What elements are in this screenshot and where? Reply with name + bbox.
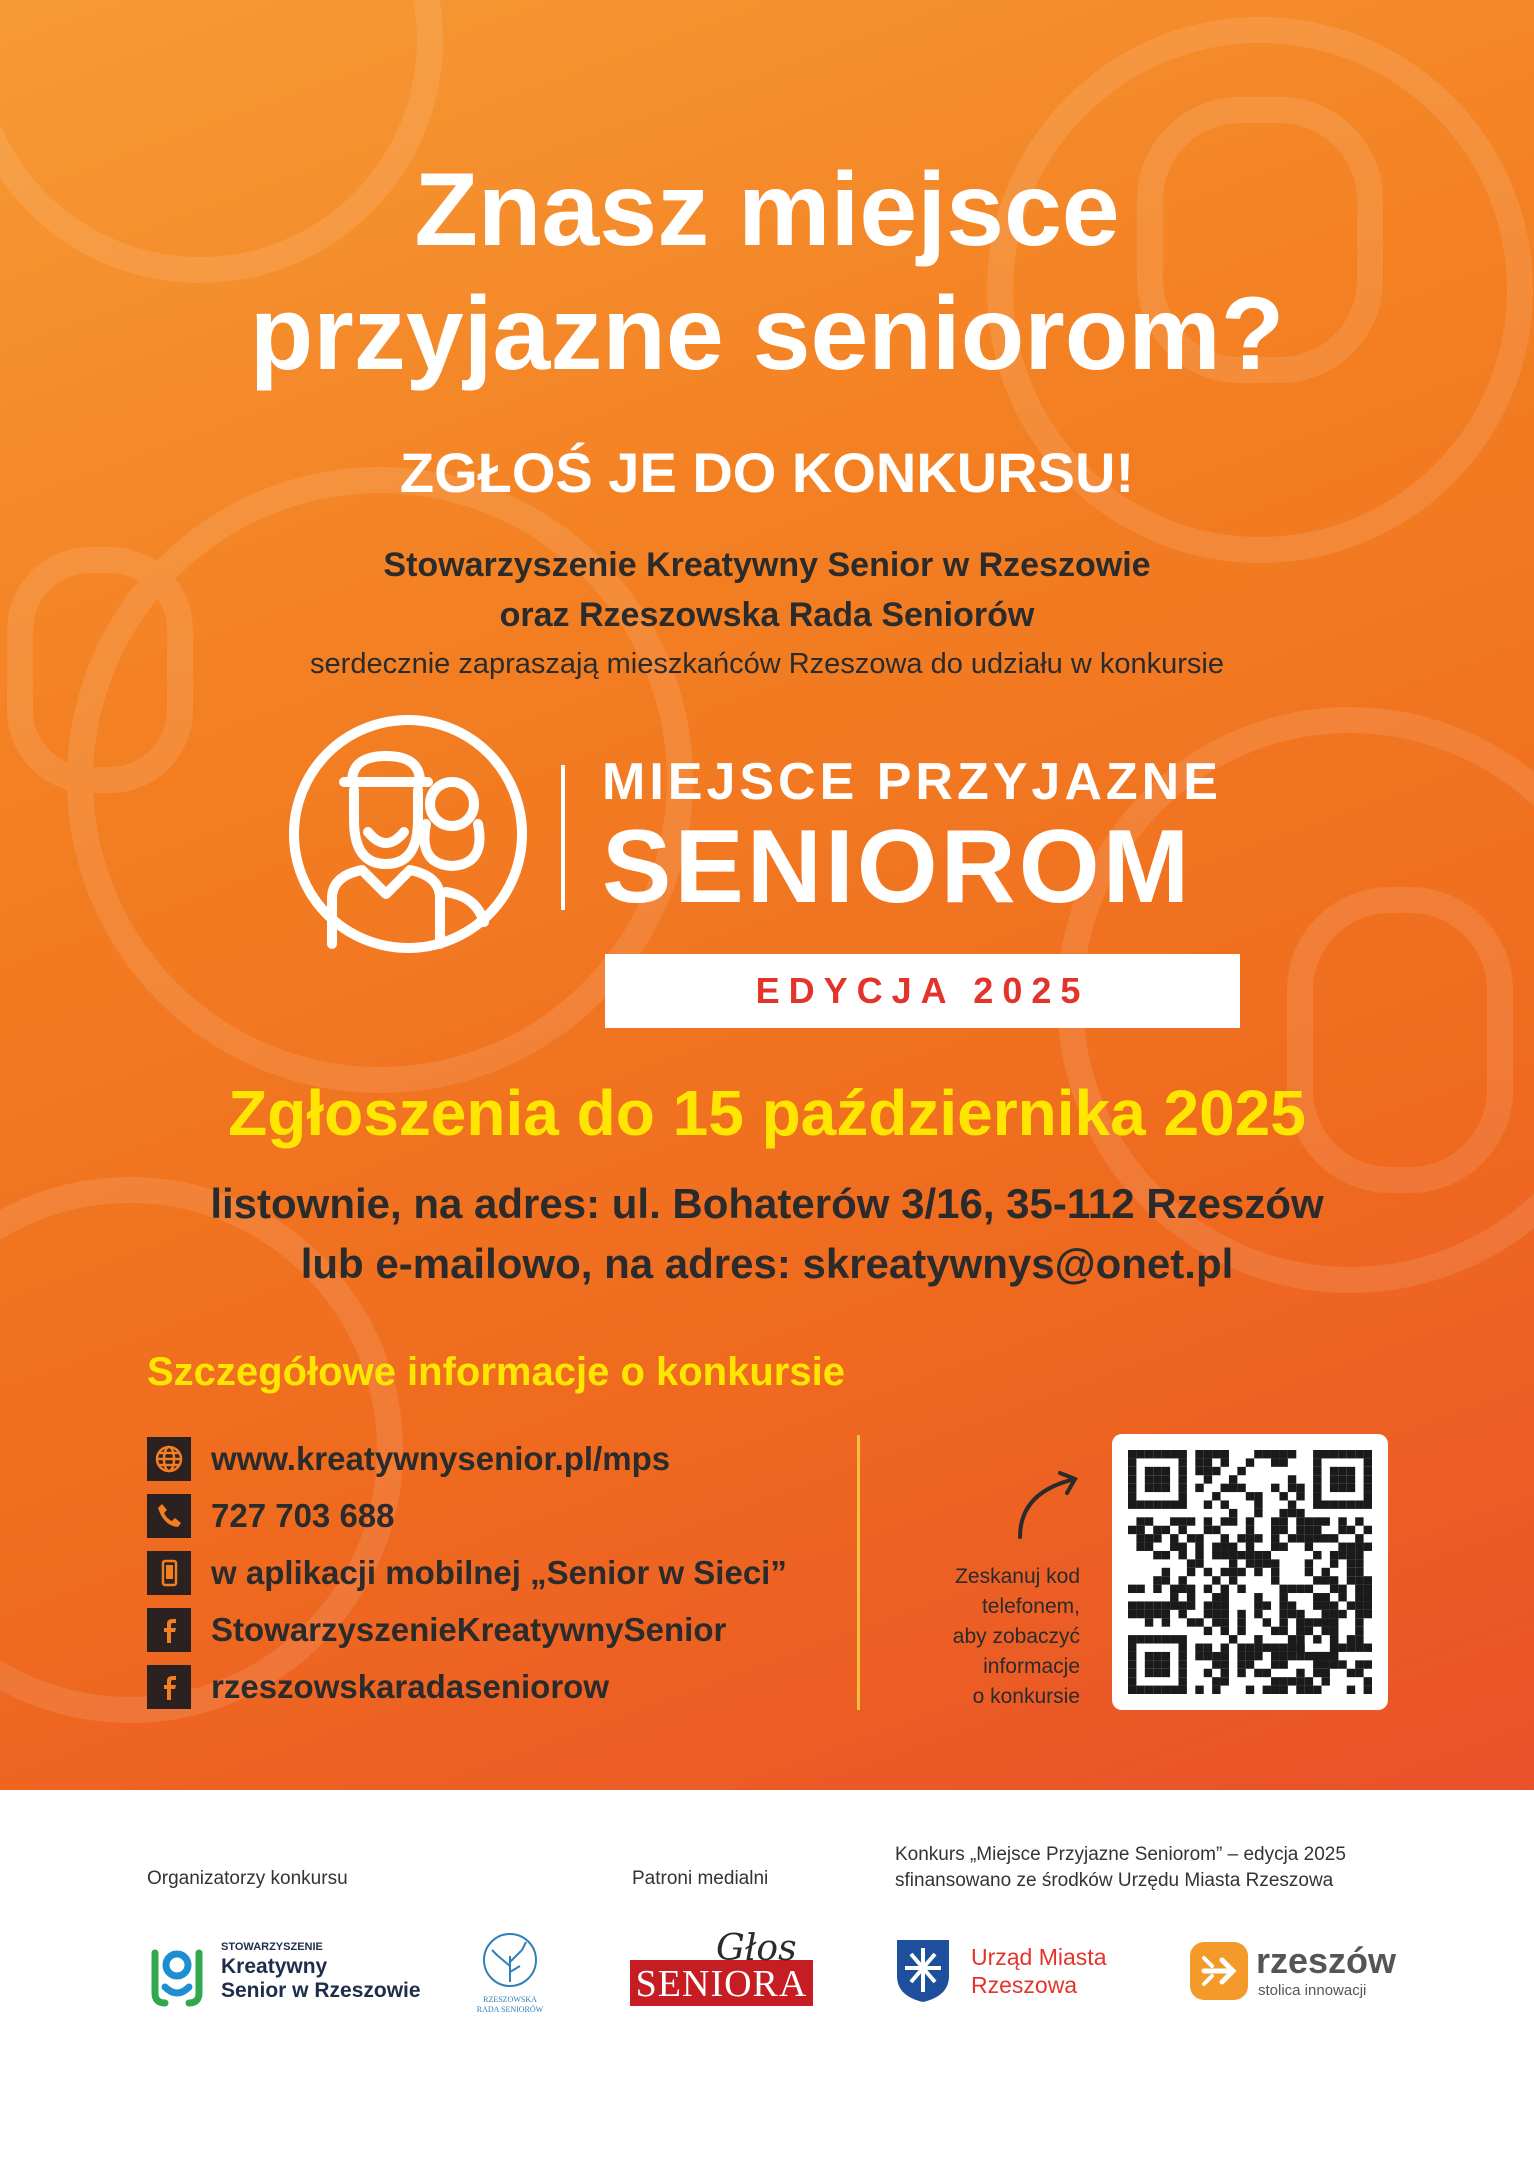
logo-ks-line-1: Kreatywny	[221, 1955, 328, 1978]
contact-item-facebook-2[interactable]	[147, 1658, 847, 1715]
logo-um-line-1: Urząd Miasta	[971, 1944, 1107, 1970]
scan-line-4: informacje	[983, 1655, 1080, 1678]
logo-rz-sub: stolica innowacji	[1258, 1982, 1367, 1999]
funding-line-2: sfinansowano ze środków Urzędu Miasta Rzeszowa	[895, 1870, 1334, 1891]
facebook-icon	[147, 1665, 191, 1709]
section-divider	[857, 1435, 860, 1710]
seniors-couple-icon	[286, 712, 530, 956]
logo-title-line-2: SENIOROM	[602, 809, 1193, 925]
logo-ks-small: STOWARZYSZENIE	[221, 1941, 323, 1953]
funding-line-1: Konkurs „Miejsce Przyjazne Seniorom” – edycja 2025	[895, 1844, 1346, 1865]
headline-line-1: Znasz miejsce	[414, 152, 1120, 268]
funding-note	[895, 1842, 1346, 1894]
website-link[interactable]: www.kreatywnysenior.pl/mps	[211, 1439, 671, 1477]
tree-icon	[478, 1932, 542, 1990]
facebook-icon	[147, 1608, 191, 1652]
rzeszow-stolica-innowacji-logo[interactable]	[1188, 1940, 1397, 2006]
qr-code-card[interactable]	[1112, 1434, 1388, 1710]
headline-line-2: przyjazne seniorom?	[249, 276, 1285, 392]
edition-badge: EDYCJA 2025	[605, 954, 1240, 1028]
logo-rz-main: rzeszów	[1256, 1940, 1397, 1981]
scan-line-3: aby zobaczyć	[952, 1625, 1080, 1648]
kreatywny-senior-logo[interactable]	[147, 1935, 437, 2015]
logo-divider	[561, 765, 565, 910]
logo-ks-line-2: Senior w Rzeszowie	[221, 1979, 421, 2002]
kreatywny-senior-emblem	[147, 1935, 207, 2015]
qr-code[interactable]	[1128, 1450, 1372, 1694]
city-crest-icon	[895, 1938, 951, 2004]
rzeszow-arrow-icon	[1188, 1940, 1250, 2002]
scan-line-1: Zeskanuj kod	[955, 1565, 1080, 1588]
logo-rrs-line-1: RZESZOWSKA	[483, 1995, 537, 2004]
globe-icon	[147, 1437, 191, 1481]
logo-glos-script: Głos	[716, 1928, 797, 1969]
contact-item-app	[147, 1544, 847, 1601]
logo-um-line-2: Rzeszowa	[971, 1972, 1078, 1998]
headline	[0, 148, 1534, 396]
phone-icon	[147, 1494, 191, 1538]
scan-line-2: telefonem,	[981, 1595, 1080, 1618]
glos-seniora-logo[interactable]	[630, 1930, 815, 2010]
mobile-icon	[147, 1551, 191, 1595]
logo-rrs-line-2: RADA SENIORÓW	[476, 2005, 544, 2014]
invitation-text: serdecznie zapraszają mieszkańców Rzeszowa do udziału w konkursie	[310, 648, 1224, 680]
media-patrons-label: Patroni medialni	[632, 1868, 769, 1889]
arrow-icon	[1010, 1465, 1090, 1545]
organizers-text	[0, 540, 1534, 640]
contact-item-phone[interactable]	[147, 1487, 847, 1544]
logo-title-line-1: MIEJSCE PRZYJAZNE	[602, 753, 1222, 811]
scan-line-5: o konkursie	[972, 1685, 1080, 1708]
organizers-line-2: oraz Rzeszowska Rada Seniorów	[499, 596, 1035, 634]
logo-glos-main: SENIORA	[635, 1963, 808, 2005]
contact-item-website[interactable]	[147, 1430, 847, 1487]
email-address: lub e-mailowo, na adres: skreatywnys@onet.pl	[300, 1240, 1234, 1287]
organizers-line-1: Stowarzyszenie Kreatywny Senior w Rzeszowie	[383, 546, 1151, 584]
facebook-link-council[interactable]: rzeszowskaradaseniorow	[211, 1667, 609, 1705]
details-title: Szczegółowe informacje o konkursie	[147, 1350, 845, 1394]
rada-seniorow-logo[interactable]	[470, 1932, 550, 2022]
urzad-miasta-logo[interactable]	[895, 1938, 1115, 2008]
call-to-action: ZGŁOŚ JE DO KONKURSU!	[399, 441, 1135, 504]
deadline: Zgłoszenia do 15 października 2025	[228, 1077, 1306, 1149]
app-info: w aplikacji mobilnej „Senior w Sieci”	[211, 1553, 787, 1591]
contact-item-facebook-1[interactable]	[147, 1601, 847, 1658]
postal-address: listownie, na adres: ul. Bohaterów 3/16, 35-112 Rzeszów	[210, 1180, 1324, 1227]
organizers-label: Organizatorzy konkursu	[147, 1868, 348, 1889]
facebook-link-association[interactable]: StowarzyszenieKreatywnySenior	[211, 1610, 727, 1648]
scan-instructions	[890, 1562, 1080, 1712]
phone-number[interactable]: 727 703 688	[211, 1496, 395, 1534]
contact-list	[147, 1430, 847, 1715]
